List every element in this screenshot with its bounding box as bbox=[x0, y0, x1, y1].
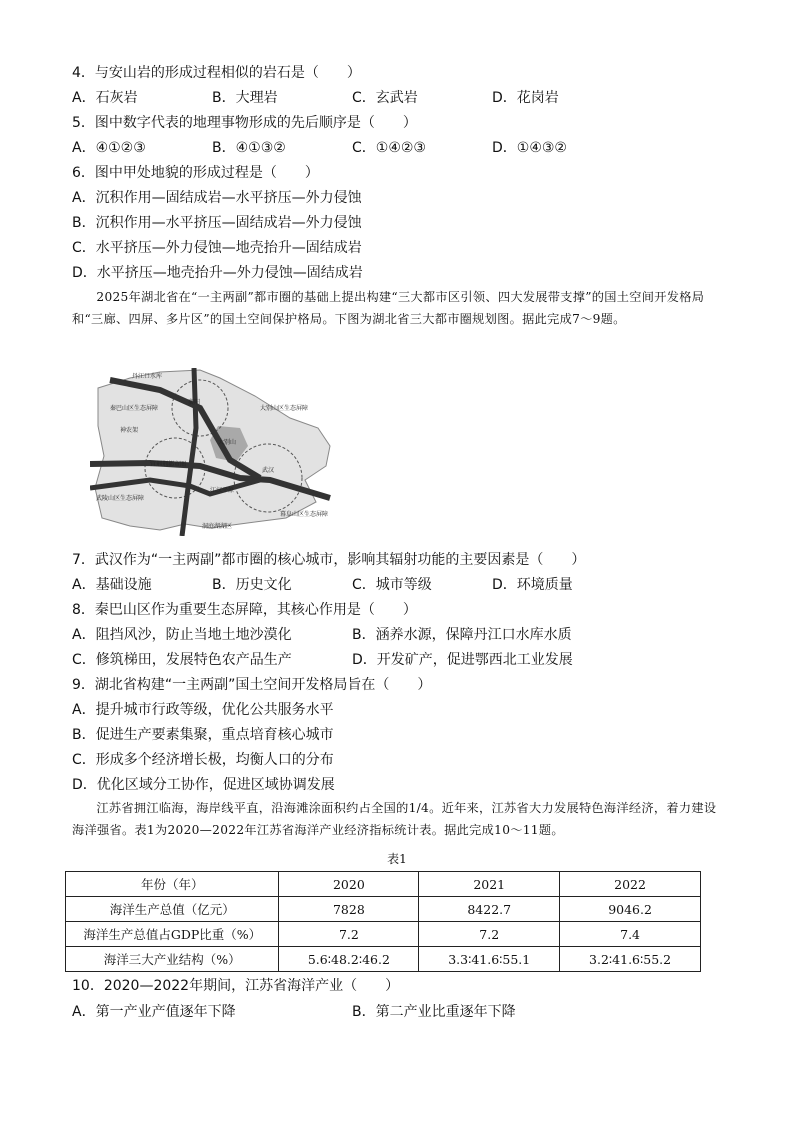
q10-option-b[interactable]: B．第二产业比重逐年下降 bbox=[352, 1004, 516, 1020]
table-cell: 8422.7 bbox=[419, 897, 560, 922]
map-label-dongting: 洞庭湖湖区 bbox=[202, 523, 233, 530]
q9-option-d[interactable]: D．优化区域分工协作，促进区域协调发展 bbox=[72, 777, 335, 793]
q4-option-c[interactable]: C．玄武岩 bbox=[352, 90, 418, 106]
q7-option-c[interactable]: C．城市等级 bbox=[352, 577, 432, 593]
map-label-xiangyang: 襄阳 bbox=[188, 399, 201, 406]
table-cell: 7.2 bbox=[279, 922, 419, 947]
passage-hubei: 2025年湖北省在“一主两副”都市圈的基础上提出构建“三大都市区引领、四大发展带支撑”的国土空间开发格局和“三廊、四屏、多片区”的国土空间保护格局。下图为湖北省三大都市圈规划图。据此完成7～9题。 bbox=[72, 290, 705, 326]
q6-option-d[interactable]: D．水平挤压—地壳抬升—外力侵蚀—固结成岩 bbox=[72, 265, 363, 281]
map-label-dabie-barrier: 大别山区生态屏障 bbox=[260, 405, 309, 412]
table-cell: 7.4 bbox=[560, 922, 701, 947]
q4-option-a[interactable]: A．石灰岩 bbox=[72, 90, 138, 106]
table-cell: 海洋生产总值占GDP比重（%） bbox=[66, 922, 279, 947]
map-label-mufu: 幕阜山区生态屏障 bbox=[280, 511, 329, 518]
table-header-cell: 2020 bbox=[279, 872, 419, 897]
q7-option-b[interactable]: B．历史文化 bbox=[212, 577, 292, 593]
table-header-cell: 年份（年） bbox=[66, 872, 279, 897]
q9-option-a[interactable]: A．提升城市行政等级，优化公共服务水平 bbox=[72, 702, 334, 718]
table-header-row bbox=[66, 872, 701, 897]
q9-option-b[interactable]: B．促进生产要素集聚，重点培育核心城市 bbox=[72, 727, 334, 743]
q5-option-b[interactable]: B．④①③② bbox=[212, 140, 286, 156]
q4-options bbox=[72, 89, 732, 107]
q8-options-cd bbox=[72, 651, 732, 669]
q7-options bbox=[72, 576, 732, 594]
map-label-qinba: 秦巴山区生态屏障 bbox=[110, 405, 159, 412]
q8-option-b[interactable]: B．涵养水源，保障丹江口水库水质 bbox=[352, 627, 572, 643]
q8-options-ab bbox=[72, 626, 732, 644]
map-label-wuhan: 武汉 bbox=[262, 467, 275, 474]
table-row bbox=[66, 897, 701, 922]
map-label-jianghan: 江汉平原 bbox=[210, 487, 235, 494]
q4-stem: 4．与安山岩的形成过程相似的岩石是（ ） bbox=[72, 65, 361, 81]
table-row bbox=[66, 947, 701, 972]
q4-option-d[interactable]: D．花岗岩 bbox=[492, 90, 559, 106]
table-cell: 海洋三大产业结构（%） bbox=[66, 947, 279, 972]
q10-options bbox=[72, 1003, 732, 1021]
q7-option-d[interactable]: D．环境质量 bbox=[492, 577, 573, 593]
province-outline bbox=[95, 370, 330, 530]
q4-option-b[interactable]: B．大理岩 bbox=[212, 90, 278, 106]
table-cell: 9046.2 bbox=[560, 897, 701, 922]
q7-stem: 7．武汉作为“一主两副”都市圈的核心城市，影响其辐射功能的主要因素是（ ） bbox=[72, 552, 586, 568]
q6-stem: 6．图中甲处地貌的形成过程是（ ） bbox=[72, 165, 319, 181]
q10-stem: 10．2020—2022年期间，江苏省海洋产业（ ） bbox=[72, 978, 400, 994]
table-header-cell: 2022 bbox=[560, 872, 701, 897]
table-cell: 海洋生产总值（亿元） bbox=[66, 897, 279, 922]
q9-option-c[interactable]: C．形成多个经济增长极，均衡人口的分布 bbox=[72, 752, 334, 768]
q5-options bbox=[72, 139, 732, 157]
q8-option-a[interactable]: A．阻挡风沙，防止当地土地沙漠化 bbox=[72, 627, 292, 643]
hubei-metro-map bbox=[90, 368, 340, 536]
q7-option-a[interactable]: A．基础设施 bbox=[72, 577, 152, 593]
table-cell: 7.2 bbox=[419, 922, 560, 947]
map-label-dabie: 大别山 bbox=[218, 439, 237, 446]
q9-stem: 9．湖北省构建“一主两副”国土空间开发格局旨在（ ） bbox=[72, 677, 432, 693]
table-caption: 表1 bbox=[387, 852, 407, 866]
q6-option-a[interactable]: A．沉积作用—固结成岩—水平挤压—外力侵蚀 bbox=[72, 190, 362, 206]
passage-jiangsu: 江苏省拥江临海，海岸线平直，沿海滩涂面积约占全国的1/4。近年来，江苏省大力发展特色海洋经济，着力建设海洋强省。表1为2020—2022年江苏省海洋产业经济指标统计表。据此完成10～11题。 bbox=[72, 801, 717, 837]
map-label-yiyang: 宜荆荆都市圈 bbox=[150, 461, 187, 468]
table-header-cell: 2021 bbox=[419, 872, 560, 897]
q6-option-c[interactable]: C．水平挤压—外力侵蚀—地壳抬升—固结成岩 bbox=[72, 240, 362, 256]
table-cell: 3.3∶41.6∶55.1 bbox=[419, 947, 560, 972]
table-row bbox=[66, 922, 701, 947]
map-label-danjiangkou: 丹江口水库 bbox=[132, 373, 163, 380]
q5-option-c[interactable]: C．①④②③ bbox=[352, 140, 426, 156]
q10-option-a[interactable]: A．第一产业产值逐年下降 bbox=[72, 1004, 236, 1020]
q8-stem: 8．秦巴山区作为重要生态屏障，其核心作用是（ ） bbox=[72, 602, 417, 618]
table-cell: 3.2∶41.6∶55.2 bbox=[560, 947, 701, 972]
q8-option-d[interactable]: D．开发矿产，促进鄂西北工业发展 bbox=[352, 652, 573, 668]
table-cell: 5.6∶48.2∶46.2 bbox=[279, 947, 419, 972]
map-label-wuling: 武陵山区生态屏障 bbox=[96, 495, 145, 502]
q8-option-c[interactable]: C．修筑梯田，发展特色农产品生产 bbox=[72, 652, 292, 668]
q5-option-d[interactable]: D．①④③② bbox=[492, 140, 567, 156]
table-cell: 7828 bbox=[279, 897, 419, 922]
q6-option-b[interactable]: B．沉积作用—水平挤压—固结成岩—外力侵蚀 bbox=[72, 215, 362, 231]
ocean-economy-table bbox=[65, 871, 701, 972]
map-label-shennongjia: 神农架 bbox=[120, 427, 139, 434]
q5-stem: 5．图中数字代表的地理事物形成的先后顺序是（ ） bbox=[72, 115, 417, 131]
q5-option-a[interactable]: A．④①②③ bbox=[72, 140, 146, 156]
